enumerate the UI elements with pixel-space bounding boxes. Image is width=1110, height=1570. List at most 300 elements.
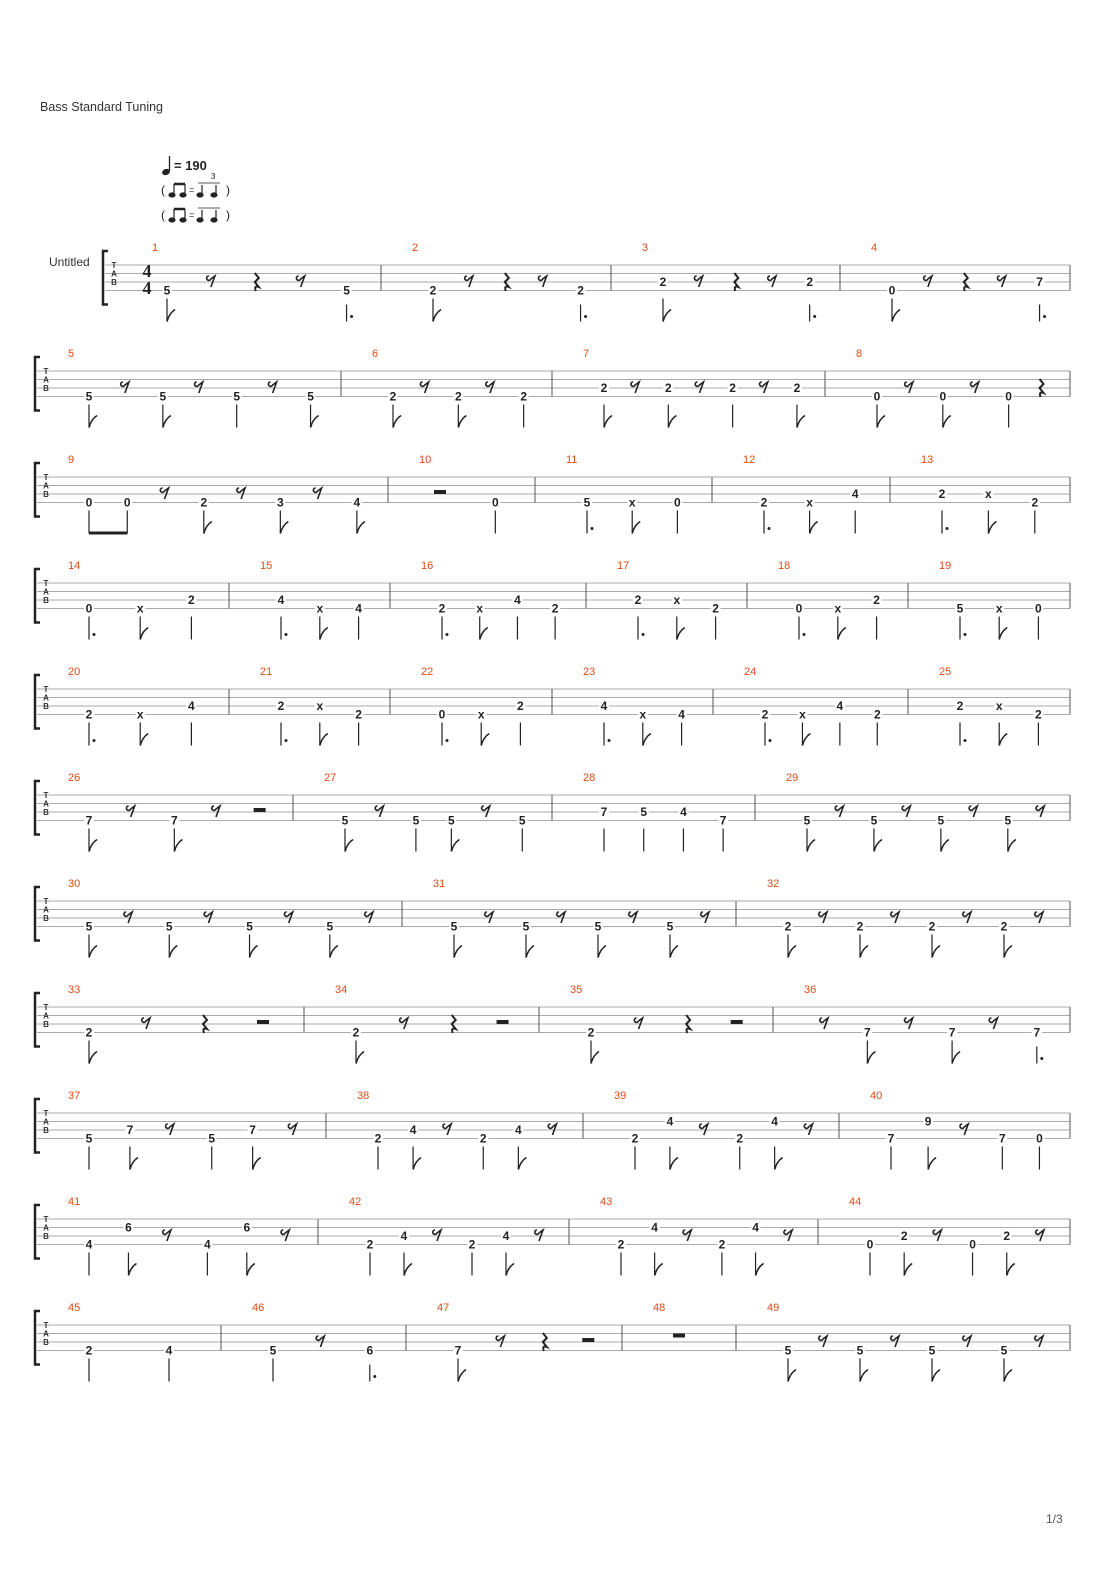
eighth-flag-icon xyxy=(1008,840,1016,852)
dot-icon xyxy=(768,527,771,530)
eighth-rest-icon xyxy=(634,1018,642,1029)
tab-clef-letter: T xyxy=(43,685,49,694)
eighth-flag-icon xyxy=(604,416,612,428)
fret-number: 2 xyxy=(617,1237,625,1252)
triplet-mark: 3 xyxy=(211,172,216,181)
fret-number: 2 xyxy=(1003,1229,1011,1243)
measure-number: 38 xyxy=(357,1090,370,1102)
fret-number: 9 xyxy=(924,1114,932,1129)
eighth-flag-icon xyxy=(810,522,818,534)
measure-number: 31 xyxy=(433,878,446,890)
measure-number: 41 xyxy=(68,1196,81,1208)
fret-number: 2 xyxy=(631,1131,639,1146)
fret-number: 0 xyxy=(795,601,803,616)
fret-number: 7 xyxy=(85,813,93,828)
fret-number: x xyxy=(476,601,484,616)
fret-number: 2 xyxy=(856,919,864,934)
tab-clef-letter: B xyxy=(43,1338,49,1347)
fret-number: 0 xyxy=(85,601,93,616)
tab-clef-letter: B xyxy=(43,1126,49,1135)
tab-clef-letter: B xyxy=(43,702,49,711)
measure-number: 21 xyxy=(260,666,273,678)
dot-icon xyxy=(964,739,967,742)
eighth-rest-icon xyxy=(891,1336,899,1347)
eighth-flag-icon xyxy=(1004,1370,1012,1382)
eighth-rest-icon xyxy=(281,1230,289,1241)
measure-number: 14 xyxy=(68,560,81,572)
fret-number: 5 xyxy=(518,813,526,828)
eighth-flag-icon xyxy=(788,946,796,958)
fret-number: x xyxy=(316,699,324,713)
fret-number: x xyxy=(477,707,485,722)
eighth-flag-icon xyxy=(433,310,441,322)
measure-number: 48 xyxy=(653,1302,666,1314)
eighth-flag-icon xyxy=(941,840,949,852)
fret-number: 5 xyxy=(163,283,171,298)
tab-clef-letter: B xyxy=(43,490,49,499)
eighth-rest-icon xyxy=(1035,912,1043,923)
tab-clef-letter: A xyxy=(43,1223,49,1233)
eighth-rest-icon xyxy=(212,806,220,817)
half-rest-icon xyxy=(434,490,446,494)
eighth-flag-icon xyxy=(518,1158,526,1170)
tab-clef-letter: A xyxy=(111,269,117,279)
eighth-flag-icon xyxy=(481,734,489,746)
eighth-rest-icon xyxy=(268,382,276,393)
eighth-rest-icon xyxy=(557,912,565,923)
eighth-flag-icon xyxy=(670,1158,678,1170)
fret-number: x xyxy=(799,707,806,722)
fret-number: 0 xyxy=(438,707,446,722)
fret-number: 2 xyxy=(454,389,462,404)
system-bracket xyxy=(35,675,40,729)
eighth-flag-icon xyxy=(311,416,319,428)
system-bracket xyxy=(103,251,108,305)
eighth-flag-icon xyxy=(860,1370,868,1382)
eighth-rest-icon xyxy=(548,1124,556,1135)
eighth-flag-icon xyxy=(89,416,97,428)
track-name: Untitled xyxy=(49,255,90,269)
half-rest-icon xyxy=(497,1020,509,1024)
fret-number: 4 xyxy=(680,805,687,819)
tab-clef-letter: T xyxy=(43,1003,49,1012)
fret-number: 2 xyxy=(85,707,93,722)
fret-number: 5 xyxy=(208,1131,216,1146)
dot-icon xyxy=(1040,1057,1043,1060)
fret-number: 5 xyxy=(450,919,458,934)
measure-number: 46 xyxy=(252,1302,265,1314)
measure-number: 49 xyxy=(767,1302,780,1314)
system-bracket xyxy=(35,463,40,517)
eighth-rest-icon xyxy=(695,382,703,393)
fret-number: 2 xyxy=(873,707,881,722)
eighth-rest-icon xyxy=(760,382,768,393)
fret-number: 2 xyxy=(188,593,195,607)
eighth-rest-icon xyxy=(891,912,899,923)
tab-clef-letter: A xyxy=(43,905,49,915)
eighth-flag-icon xyxy=(204,522,212,534)
system-bracket xyxy=(35,1311,40,1365)
measure-number: 37 xyxy=(68,1090,81,1102)
measure-number: 29 xyxy=(786,772,799,784)
dot-icon xyxy=(446,739,449,742)
eighth-flag-icon xyxy=(320,734,328,746)
tab-clef-letter: A xyxy=(43,1117,49,1127)
eighth-rest-icon xyxy=(365,912,373,923)
eighth-rest-icon xyxy=(835,806,843,817)
eighth-rest-icon xyxy=(163,1230,171,1241)
eighth-rest-icon xyxy=(288,1124,296,1135)
fret-number: 7 xyxy=(998,1131,1006,1146)
system-bracket xyxy=(35,1205,40,1259)
time-signature-top: 4 xyxy=(142,261,152,281)
eighth-flag-icon xyxy=(1007,1264,1015,1276)
eighth-flag-icon xyxy=(174,840,182,852)
eighth-flag-icon xyxy=(393,416,401,428)
measure-number: 28 xyxy=(583,772,596,784)
fret-number: 2 xyxy=(659,275,667,289)
eighth-rest-icon xyxy=(631,382,639,393)
dot-icon xyxy=(584,315,587,318)
fret-number: 3 xyxy=(276,495,284,510)
fret-number: 2 xyxy=(634,593,642,607)
eighth-flag-icon xyxy=(874,840,882,852)
fret-number: 5 xyxy=(165,919,173,934)
fret-number: 2 xyxy=(712,601,719,616)
eighth-rest-icon xyxy=(700,1124,708,1135)
fret-number: 5 xyxy=(159,389,167,404)
fret-number: 4 xyxy=(409,1123,417,1137)
fret-number: x xyxy=(834,601,842,616)
dot-icon xyxy=(813,315,816,318)
fret-number: 4 xyxy=(600,699,608,713)
dot-icon xyxy=(946,527,949,530)
eighth-rest-icon xyxy=(316,1336,324,1347)
measure-number: 3 xyxy=(642,242,649,254)
fret-number: 5 xyxy=(412,813,420,828)
measure-number: 6 xyxy=(372,348,379,360)
whole-rest-icon xyxy=(673,1334,685,1338)
fret-number: 0 xyxy=(1005,389,1012,404)
measure-number: 27 xyxy=(324,772,337,784)
eighth-rest-icon xyxy=(905,382,913,393)
eighth-flag-icon xyxy=(130,1158,138,1170)
tab-clef-letter: T xyxy=(43,473,49,482)
eighth-flag-icon xyxy=(952,1052,960,1064)
eighth-flag-icon xyxy=(663,310,671,322)
measure-number: 43 xyxy=(600,1196,613,1208)
fret-number: 4 xyxy=(752,1220,759,1235)
eighth-flag-icon xyxy=(89,840,97,852)
page-number: 1/3 xyxy=(1046,1512,1063,1526)
measure-number: 42 xyxy=(349,1196,362,1208)
fret-number: 2 xyxy=(355,707,362,722)
eighth-rest-icon xyxy=(400,1018,408,1029)
fret-number: x xyxy=(136,707,144,722)
fret-number: 4 xyxy=(515,1123,522,1137)
fret-number: 5 xyxy=(1000,1343,1008,1358)
fret-number: 4 xyxy=(502,1229,510,1243)
eighth-flag-icon xyxy=(480,628,488,640)
eighth-rest-icon xyxy=(902,806,910,817)
fret-number: 7 xyxy=(887,1131,895,1146)
dot-icon xyxy=(350,315,353,318)
fret-number: 2 xyxy=(956,699,964,713)
system-bracket xyxy=(35,887,40,941)
fret-number: 7 xyxy=(454,1343,462,1358)
measure-number: 5 xyxy=(68,348,75,360)
eighth-rest-icon xyxy=(195,382,203,393)
eighth-rest-icon xyxy=(989,1018,997,1029)
fret-number: 0 xyxy=(491,495,499,510)
tab-clef-letter: T xyxy=(43,1215,49,1224)
fret-number: 0 xyxy=(85,495,93,510)
eighth-flag-icon xyxy=(357,522,365,534)
fret-number: 2 xyxy=(600,381,608,395)
eighth-flag-icon xyxy=(89,946,97,958)
dot-icon xyxy=(608,739,611,742)
fret-number: x xyxy=(985,487,992,501)
eighth-rest-icon xyxy=(142,1018,150,1029)
eighth-flag-icon xyxy=(802,734,810,746)
fret-number: 2 xyxy=(551,601,559,616)
eighth-rest-icon xyxy=(485,912,493,923)
fret-number: 4 xyxy=(836,699,844,713)
eighth-flag-icon xyxy=(458,416,466,428)
eighth-flag-icon xyxy=(169,946,177,958)
fret-number: 5 xyxy=(856,1343,864,1358)
measure-number: 22 xyxy=(421,666,434,678)
eighth-rest-icon xyxy=(535,1230,543,1241)
fret-number: 6 xyxy=(125,1220,132,1235)
fret-number: 2 xyxy=(374,1131,382,1146)
fret-number: 5 xyxy=(1004,813,1012,828)
eighth-flag-icon xyxy=(677,628,685,640)
fret-number: x xyxy=(806,495,813,510)
fret-number: 2 xyxy=(1031,495,1039,510)
eighth-rest-icon xyxy=(124,912,132,923)
fret-number: 5 xyxy=(937,813,945,828)
measure-number: 17 xyxy=(617,560,630,572)
dot-icon xyxy=(446,633,449,636)
eighth-flag-icon xyxy=(413,1158,421,1170)
eighth-rest-icon xyxy=(313,488,321,499)
tab-clef-letter: T xyxy=(43,791,49,800)
eighth-rest-icon xyxy=(496,1336,504,1347)
fret-number: 2 xyxy=(468,1237,476,1252)
tab-clef-letter: T xyxy=(43,1109,49,1118)
eighth-flag-icon xyxy=(526,946,534,958)
measure-number: 13 xyxy=(921,454,934,466)
fret-number: 2 xyxy=(1000,919,1008,934)
system-bracket xyxy=(35,781,40,835)
eighth-flag-icon xyxy=(797,416,805,428)
svg-text:): ) xyxy=(226,208,230,222)
fret-number: 2 xyxy=(438,601,446,616)
measure-number: 33 xyxy=(68,984,81,996)
fret-number: 5 xyxy=(594,919,602,934)
fret-number: 2 xyxy=(900,1229,908,1243)
measure-number: 7 xyxy=(583,348,590,360)
tab-clef-letter: A xyxy=(43,587,49,597)
fret-number: 0 xyxy=(939,389,947,404)
fret-number: 2 xyxy=(729,381,736,395)
eighth-rest-icon xyxy=(997,276,1005,287)
eighth-flag-icon xyxy=(999,628,1007,640)
fret-number: 2 xyxy=(277,699,285,713)
eighth-flag-icon xyxy=(454,946,462,958)
fret-number: 2 xyxy=(761,707,769,722)
fret-number: 7 xyxy=(1036,275,1043,289)
eighth-flag-icon xyxy=(988,522,996,534)
eighth-flag-icon xyxy=(892,310,900,322)
dot-icon xyxy=(285,633,288,636)
eighth-flag-icon xyxy=(458,1370,466,1382)
fret-number: 5 xyxy=(448,813,455,828)
tab-clef-letter: A xyxy=(43,481,49,491)
fret-number: 6 xyxy=(243,1220,251,1235)
fret-number: 2 xyxy=(1035,707,1042,722)
beam xyxy=(89,532,127,535)
eighth-rest-icon xyxy=(933,1230,941,1241)
half-rest-icon xyxy=(731,1020,743,1024)
fret-number: 0 xyxy=(1036,1131,1043,1146)
eighth-rest-icon xyxy=(819,1336,827,1347)
eighth-flag-icon xyxy=(140,734,148,746)
eighth-flag-icon xyxy=(451,840,459,852)
system-bracket xyxy=(35,993,40,1047)
measure-number: 16 xyxy=(421,560,434,572)
dot-icon xyxy=(1043,315,1046,318)
dot-icon xyxy=(93,739,96,742)
eighth-rest-icon xyxy=(237,488,245,499)
eighth-flag-icon xyxy=(356,1052,364,1064)
eighth-flag-icon xyxy=(1004,946,1012,958)
eighth-flag-icon xyxy=(89,1052,97,1064)
eighth-rest-icon xyxy=(465,276,473,287)
eighth-flag-icon xyxy=(788,1370,796,1382)
tab-clef-letter: T xyxy=(43,579,49,588)
eighth-flag-icon xyxy=(756,1264,764,1276)
fret-number: 2 xyxy=(479,1131,487,1146)
fret-number: 2 xyxy=(352,1025,360,1040)
fret-number: 2 xyxy=(784,919,792,934)
fret-number: x xyxy=(995,601,1003,616)
measure-number: 39 xyxy=(614,1090,627,1102)
fret-number: 5 xyxy=(307,389,314,404)
fret-number: x xyxy=(673,593,681,607)
tab-clef-letter: B xyxy=(43,1232,49,1241)
eighth-rest-icon xyxy=(207,276,215,287)
fret-number: x xyxy=(628,495,636,510)
fret-number: x xyxy=(136,601,144,616)
eighth-flag-icon xyxy=(506,1264,514,1276)
fret-number: 5 xyxy=(956,601,964,616)
tab-clef-letter: T xyxy=(111,261,117,270)
eighth-flag-icon xyxy=(999,734,1007,746)
eighth-flag-icon xyxy=(775,1158,783,1170)
fret-number: 4 xyxy=(851,487,859,501)
measure-number: 10 xyxy=(419,454,432,466)
fret-number: 5 xyxy=(870,813,878,828)
measure-number: 25 xyxy=(939,666,952,678)
fret-number: 2 xyxy=(928,919,936,934)
tab-clef-letter: A xyxy=(43,1329,49,1339)
fret-number: 4 xyxy=(355,601,362,616)
fret-number: 4 xyxy=(353,495,361,510)
fret-number: x xyxy=(639,707,647,722)
tempo-value: = 190 xyxy=(174,158,207,173)
fret-number: 7 xyxy=(249,1123,256,1137)
fret-number: 4 xyxy=(85,1237,93,1252)
eighth-flag-icon xyxy=(932,946,940,958)
fret-number: 7 xyxy=(600,805,608,819)
fret-number: 2 xyxy=(577,283,584,298)
dot-icon xyxy=(93,633,96,636)
tab-clef-letter: A xyxy=(43,693,49,703)
eighth-rest-icon xyxy=(683,1230,691,1241)
fret-number: 5 xyxy=(85,1131,93,1146)
fret-number: 2 xyxy=(429,283,437,298)
dot-icon xyxy=(373,1375,376,1378)
eighth-flag-icon xyxy=(250,946,258,958)
fret-number: 7 xyxy=(1033,1025,1041,1040)
eighth-rest-icon xyxy=(694,276,702,287)
fret-number: 2 xyxy=(587,1025,595,1040)
dot-icon xyxy=(803,633,806,636)
eighth-rest-icon xyxy=(970,382,978,393)
fret-number: 7 xyxy=(948,1025,956,1040)
fret-number: 5 xyxy=(522,919,530,934)
fret-number: 0 xyxy=(123,495,131,510)
eighth-flag-icon xyxy=(904,1264,912,1276)
eighth-flag-icon xyxy=(330,946,338,958)
tab-clef-letter: A xyxy=(43,1011,49,1021)
eighth-flag-icon xyxy=(928,1158,936,1170)
half-rest-icon xyxy=(582,1338,594,1342)
fret-number: 5 xyxy=(269,1343,277,1358)
measure-number: 18 xyxy=(778,560,791,572)
measure-number: 30 xyxy=(68,878,81,890)
fret-number: 7 xyxy=(864,1025,871,1040)
eighth-flag-icon xyxy=(247,1264,255,1276)
eighth-rest-icon xyxy=(963,1336,971,1347)
measure-number: 23 xyxy=(583,666,596,678)
fret-number: 5 xyxy=(803,813,811,828)
tab-clef-letter: B xyxy=(43,914,49,923)
fret-number: 4 xyxy=(188,699,195,713)
eighth-rest-icon xyxy=(166,1124,174,1135)
fret-number: 2 xyxy=(873,593,880,607)
dot-icon xyxy=(769,739,772,742)
fret-number: 4 xyxy=(165,1343,173,1358)
fret-number: 5 xyxy=(326,919,334,934)
fret-number: x xyxy=(316,601,324,616)
system-bracket xyxy=(35,357,40,411)
fret-number: 0 xyxy=(866,1237,874,1252)
half-rest-icon xyxy=(254,808,266,812)
measure-number: 40 xyxy=(870,1090,883,1102)
eighth-flag-icon xyxy=(632,522,640,534)
fret-number: x xyxy=(995,699,1003,713)
fret-number: 2 xyxy=(736,1131,744,1146)
svg-text:): ) xyxy=(226,183,230,197)
eighth-flag-icon xyxy=(163,416,171,428)
eighth-flag-icon xyxy=(867,1052,875,1064)
eighth-rest-icon xyxy=(1035,1336,1043,1347)
fret-number: 4 xyxy=(771,1114,778,1129)
eighth-rest-icon xyxy=(160,488,168,499)
